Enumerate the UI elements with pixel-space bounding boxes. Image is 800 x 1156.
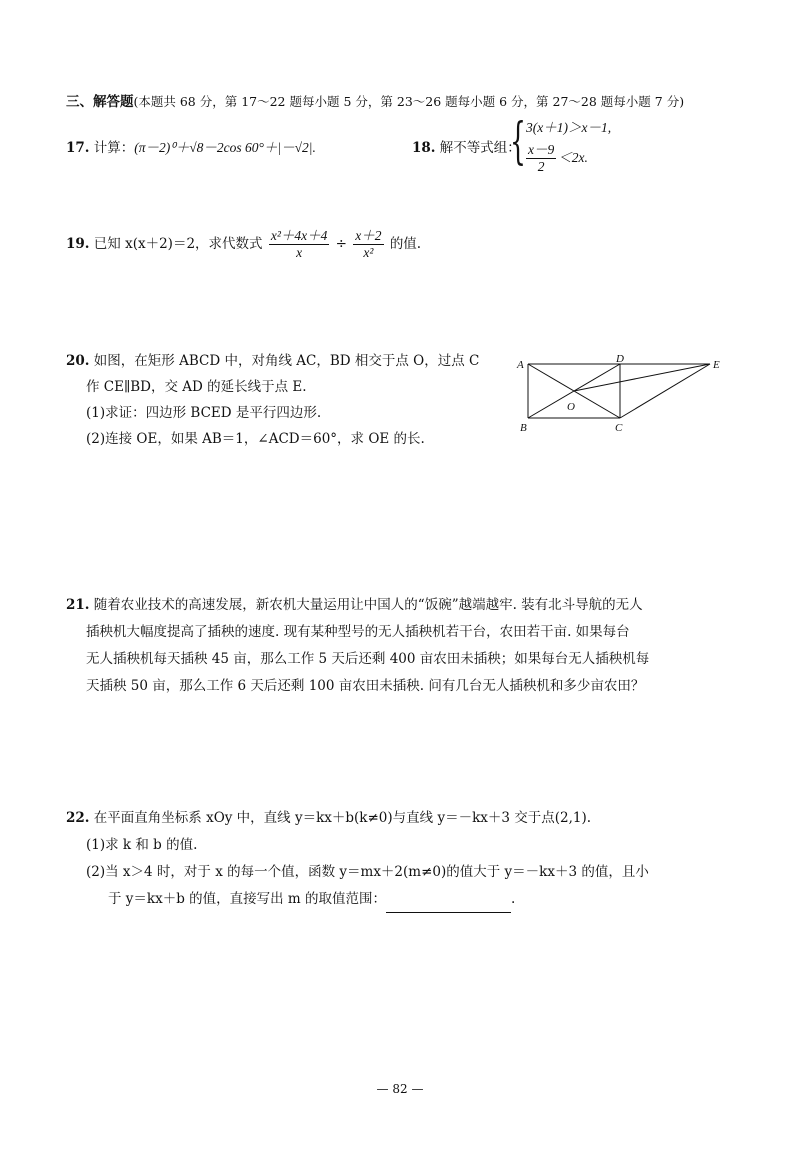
left-brace-icon: { xyxy=(510,112,526,170)
q19-prefix: 已知 x(x＋2)＝2，求代数式 xyxy=(93,236,263,252)
question-21 xyxy=(66,592,649,700)
q22-part-2a: (2)当 x＞4 时，对于 x 的每一个值，函数 y＝mx＋2(m≠0)的值大于 y＝－kx＋3 的值，且小 xyxy=(86,864,649,880)
question-18 xyxy=(412,136,521,156)
q22-part-2-end: . xyxy=(511,891,516,907)
q18-inequality-2 xyxy=(524,142,588,175)
q18-inequality-2-rest: ＜2x. xyxy=(558,150,588,165)
fraction-numerator: x－9 xyxy=(528,142,555,157)
point-label-B: B xyxy=(520,422,527,434)
question-number: 19. xyxy=(66,236,90,252)
q21-line-1: 随着农业技术的高速发展，新农机大量运用让中国人的“饭碗”越端越牢. 装有北斗导航的无人 xyxy=(93,597,643,613)
section-note: (本题共 68 分，第 17～22 题每小题 5 分，第 23～26 题每小题 6 分，第 27～28 题每小题 7 分) xyxy=(133,94,685,109)
fraction-denominator: x xyxy=(296,245,303,260)
fraction-denominator: 2 xyxy=(537,159,545,174)
question-number: 21. xyxy=(66,597,90,613)
question-22 xyxy=(66,805,649,913)
q17-expression: (π－2)⁰＋√8－2cos 60°＋|－√2|. xyxy=(134,140,316,155)
rectangle-geometry-figure xyxy=(512,354,734,434)
point-label-D: D xyxy=(616,354,624,365)
q22-part-1: (1)求 k 和 b 的值. xyxy=(86,837,198,853)
question-number: 22. xyxy=(66,810,90,826)
q22-part-2b: 于 y＝kx＋b 的值，直接写出 m 的取值范围： xyxy=(108,891,387,907)
point-label-E: E xyxy=(713,359,720,371)
question-19 xyxy=(66,228,421,261)
q20-part-1: (1)求证：四边形 BCED 是平行四边形. xyxy=(86,405,322,421)
fraction-numerator: x＋2 xyxy=(355,228,382,243)
point-label-A: A xyxy=(517,359,524,371)
q21-line-4: 天插秧 50 亩，那么工作 6 天后还剩 100 亩农田未插秧. 问有几台无人插秧机和多少亩农田？ xyxy=(86,678,645,694)
q21-line-2: 插秧机大幅度提高了插秧的速度. 现有某种型号的无人插秧机若干台，农田若干亩. 如果每台 xyxy=(86,624,630,640)
line-CE xyxy=(620,364,710,418)
question-number: 20. xyxy=(66,353,90,369)
q19-operator: ÷ xyxy=(335,236,347,252)
fraction-denominator: x² xyxy=(363,245,374,260)
q18-inequality-1: 3(x＋1)＞x－1, xyxy=(526,120,612,135)
point-label-C: C xyxy=(615,422,623,434)
section-header xyxy=(66,90,684,110)
q20-line-1: 如图，在矩形 ABCD 中，对角线 AC，BD 相交于点 O，过点 C xyxy=(93,353,480,369)
question-17 xyxy=(66,136,316,156)
page-number: — 82 — xyxy=(376,1082,424,1096)
q18-label: 解不等式组： xyxy=(439,140,521,156)
q21-line-3: 无人插秧机每天插秧 45 亩，那么工作 5 天后还剩 400 亩农田未插秧；如果每台无人插秧机每 xyxy=(86,651,650,667)
question-20 xyxy=(66,348,479,452)
q20-part-2: (2)连接 OE，如果 AB＝1，∠ACD＝60°，求 OE 的长. xyxy=(86,431,425,447)
line-OE xyxy=(574,364,710,391)
section-heading: 三、解答题 xyxy=(66,94,134,110)
fraction-numerator: x²＋4x＋4 xyxy=(270,228,328,243)
question-number: 17. xyxy=(66,140,90,156)
question-number: 18. xyxy=(412,140,436,156)
q22-line-1: 在平面直角坐标系 xOy 中，直线 y＝kx＋b(k≠0)与直线 y＝－kx＋3 交于点(2,1). xyxy=(93,810,592,826)
point-label-O: O xyxy=(567,401,575,413)
q19-suffix: 的值. xyxy=(389,236,422,252)
q20-line-2: 作 CE∥BD，交 AD 的延长线于点 E. xyxy=(86,379,307,395)
answer-blank[interactable] xyxy=(386,898,511,913)
q17-label: 计算： xyxy=(93,140,135,156)
